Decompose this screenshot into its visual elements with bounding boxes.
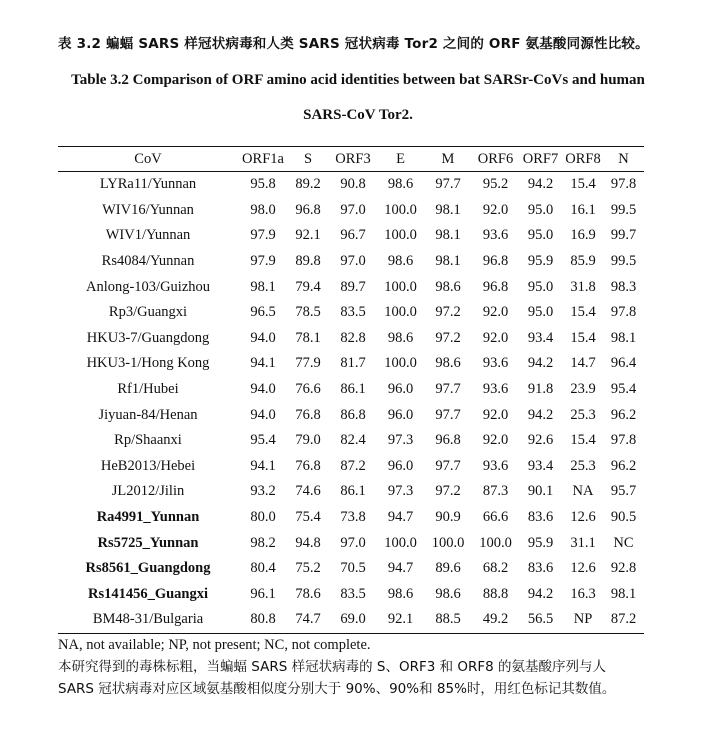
table-row [58,582,644,608]
identity-value-cell: 94.1 [250,355,276,372]
identity-value-cell: 98.0 [250,201,276,218]
identity-value-cell: 92.8 [610,560,637,577]
identity-value-cell: 97.7 [435,457,461,474]
identity-value-cell: 23.9 [570,381,596,398]
cov-name-cell: HKU3-1/Hong Kong [86,355,210,372]
identity-value-cell: 74.6 [295,483,321,500]
identity-value-cell: NA [572,483,594,500]
identity-value-cell: 95.0 [527,304,554,321]
identity-value-cell: 83.5 [340,585,366,602]
identity-value-cell: 91.8 [527,381,554,398]
identity-value-cell: 87.2 [340,457,366,474]
column-header: ORF3 [328,147,378,172]
identity-value-cell: 97.0 [340,201,366,218]
identity-value-cell: 90.5 [610,509,637,526]
identity-value-cell: 98.6 [435,355,461,372]
identity-value-cell: 96.1 [250,585,276,602]
identity-value-cell: 78.5 [295,304,321,321]
identity-value-cell: 98.2 [250,534,276,551]
cov-name-cell: Anlong-103/Guizhou [85,278,211,295]
identity-value-cell: 98.6 [387,329,414,346]
identity-value-cell: 98.1 [435,253,461,270]
identity-value-cell: 96.8 [482,278,509,295]
identity-value-cell: 98.1 [250,278,276,295]
identity-value-cell: 98.6 [387,176,414,193]
table-row [58,198,644,224]
identity-value-cell: 95.4 [250,432,276,449]
identity-value-cell: 75.2 [295,560,321,577]
cov-name-cell: Ra4991_Yunnan [96,509,200,526]
identity-value-cell: 94.2 [527,176,554,193]
identity-value-cell: 94.7 [387,560,414,577]
identity-value-cell: 98.1 [435,201,461,218]
identity-value-cell: 86.1 [340,381,366,398]
column-header: CoV [58,147,238,172]
identity-value-cell: 66.6 [482,509,509,526]
identity-value-cell: 95.0 [527,201,554,218]
identity-value-cell: 90.1 [527,483,554,500]
identity-value-cell: 92.0 [482,201,509,218]
identity-value-cell: 98.6 [435,585,461,602]
identity-value-cell: 93.6 [482,227,509,244]
identity-value-cell: 97.7 [435,176,461,193]
cov-name-cell: Rp3/Guangxi [108,304,188,321]
cov-name-cell: Rs8561_Guangdong [85,560,211,577]
identity-value-cell: 100.0 [384,534,417,551]
column-header: ORF6 [473,147,518,172]
identity-value-cell: 92.1 [295,227,321,244]
table-row [58,249,644,275]
identity-value-cell: 92.0 [482,406,509,423]
identity-value-cell: 93.6 [482,381,509,398]
identity-value-cell: 97.2 [435,483,461,500]
identity-value-cell: 94.2 [527,406,554,423]
identity-value-cell: 95.7 [610,483,637,500]
identity-value-cell: 16.3 [570,585,596,602]
table-row [58,454,644,480]
identity-value-cell: 82.8 [340,329,366,346]
identity-value-cell: 97.2 [435,304,461,321]
identity-value-cell: 97.3 [387,432,414,449]
identity-value-cell: 76.8 [295,457,321,474]
identity-value-cell: 100.0 [384,278,417,295]
identity-value-cell: 86.8 [340,406,366,423]
identity-value-cell: 100.0 [384,304,417,321]
identity-value-cell: 95.2 [482,176,509,193]
identity-value-cell: 75.4 [295,509,321,526]
identity-value-cell: 97.0 [340,534,366,551]
identity-value-cell: 12.6 [570,560,596,577]
cov-name-cell: LYRa11/Yunnan [99,176,197,193]
identity-value-cell: 97.8 [610,176,637,193]
identity-value-cell: NP [563,607,603,633]
table-row [58,172,644,198]
identity-value-cell: 76.8 [295,406,321,423]
identity-value-cell: 76.6 [295,381,321,398]
identity-value-cell: 15.4 [570,176,596,193]
identity-value-cell: 97.8 [610,304,637,321]
cov-name-cell: HeB2013/Hebei [100,457,196,474]
identity-value-cell: 15.4 [570,329,596,346]
table-row [58,556,644,582]
identity-value-cell: 80.8 [238,607,288,633]
column-header: ORF7 [518,147,563,172]
identity-value-cell: 68.2 [482,560,509,577]
cov-name-cell: BM48-31/Bulgaria [58,607,238,633]
identity-value-cell: 89.6 [435,560,461,577]
identity-value-cell: 99.5 [610,201,637,218]
identity-value-cell: 99.7 [610,227,637,244]
identity-value-cell: 93.4 [527,329,554,346]
table-row [58,428,644,454]
identity-value-cell: 80.4 [250,560,276,577]
identity-value-cell: 93.6 [482,355,509,372]
identity-value-cell: 97.2 [435,329,461,346]
column-header: S [288,147,328,172]
chinese-table-caption: 表 3.2 蝙蝠 SARS 样冠状病毒和人类 SARS 冠状病毒 Tor2 之间的 ORF 氨基酸同源性比较。 [58,36,649,52]
orf-identity-table [58,146,644,634]
identity-value-cell: 97.3 [387,483,414,500]
identity-value-cell: 92.0 [482,304,509,321]
table-row [58,274,644,300]
column-header: ORF1a [238,147,288,172]
table-row [58,223,644,249]
identity-value-cell: 95.9 [527,253,554,270]
cov-name-cell: Rs5725_Yunnan [97,534,199,551]
identity-value-cell: 95.0 [527,227,554,244]
table-row [58,402,644,428]
chinese-note-line2: SARS 冠状病毒对应区域氨基酸相似度分别大于 90%、90%和 85%时，用红色标记其数值。 [58,681,616,697]
cov-name-cell: Rs4084/Yunnan [101,253,195,270]
table-footnotes [58,634,658,700]
identity-value-cell: 86.1 [340,483,366,500]
identity-value-cell: 98.6 [387,253,414,270]
identity-value-cell: 96.7 [340,227,366,244]
identity-value-cell: 94.0 [250,406,276,423]
identity-value-cell: 95.8 [250,176,276,193]
table-row [58,351,644,377]
cov-name-cell: JL2012/Jilin [111,483,185,500]
identity-value-cell: 87.2 [603,607,644,633]
identity-value-cell: NC [613,534,634,551]
column-header: M [423,147,473,172]
identity-value-cell: 95.9 [527,534,554,551]
identity-value-cell: 94.7 [387,509,414,526]
identity-value-cell: 16.9 [570,227,596,244]
identity-value-cell: 96.4 [610,355,637,372]
identity-value-cell: 94.2 [527,585,554,602]
identity-value-cell: 97.9 [250,227,276,244]
identity-value-cell: 12.6 [570,509,596,526]
identity-value-cell: 98.6 [387,585,414,602]
identity-value-cell: 96.2 [610,457,637,474]
table-row [58,300,644,326]
identity-value-cell: 31.1 [570,534,596,551]
identity-value-cell: 81.7 [340,355,366,372]
english-table-caption-line1: Table 3.2 Comparison of ORF amino acid identities between bat SARSr-CoVs and human [71,72,645,88]
identity-value-cell: 98.1 [610,585,637,602]
identity-value-cell: 78.6 [295,585,321,602]
identity-value-cell: 96.8 [435,432,461,449]
identity-value-cell: 83.6 [527,560,554,577]
identity-value-cell: 70.5 [340,560,366,577]
identity-value-cell: 100.0 [384,227,417,244]
identity-value-cell: 79.4 [295,278,321,295]
identity-value-cell: 78.1 [295,329,321,346]
table-row [58,505,644,531]
cov-name-cell: Rp/Shaanxi [114,432,182,449]
identity-value-cell: 97.9 [250,253,276,270]
identity-value-cell: 98.3 [610,278,637,295]
identity-value-cell: 31.8 [570,278,596,295]
identity-value-cell: 16.1 [570,201,596,218]
identity-value-cell: 98.1 [435,227,461,244]
table-row [58,377,644,403]
identity-value-cell: 14.7 [570,355,596,372]
identity-value-cell: 100.0 [384,201,417,218]
identity-value-cell: 92.6 [527,432,554,449]
identity-value-cell: 95.0 [527,278,554,295]
english-table-caption-line2: SARS-CoV Tor2. [303,107,413,123]
identity-value-cell: 93.2 [250,483,276,500]
identity-value-cell: 96.8 [482,253,509,270]
identity-value-cell: 89.7 [340,278,366,295]
table-row [58,607,644,633]
identity-value-cell: 73.8 [340,509,366,526]
identity-value-cell: 100.0 [431,534,465,551]
table-body [58,172,644,634]
identity-value-cell: 83.5 [340,304,366,321]
identity-value-cell: 100.0 [479,534,512,551]
identity-value-cell: 96.2 [610,406,637,423]
cov-name-cell: WIV16/Yunnan [102,201,194,218]
identity-value-cell: 56.5 [518,607,563,633]
identity-value-cell: 94.8 [295,534,321,551]
cov-name-cell: Rf1/Hubei [117,381,179,398]
identity-value-cell: 99.5 [610,253,637,270]
identity-value-cell: 79.0 [295,432,321,449]
table-header-row [58,147,644,172]
identity-value-cell: 98.1 [610,329,637,346]
identity-value-cell: 95.4 [610,381,637,398]
identity-value-cell: 94.0 [250,329,276,346]
identity-value-cell: 80.0 [250,509,276,526]
table-row [58,326,644,352]
identity-value-cell: 88.5 [423,607,473,633]
cov-name-cell: WIV1/Yunnan [105,227,191,244]
table-row [58,530,644,556]
identity-value-cell: 89.8 [295,253,321,270]
identity-value-cell: 77.9 [295,355,321,372]
identity-value-cell: 97.7 [435,381,461,398]
identity-value-cell: 97.8 [610,432,637,449]
identity-value-cell: 92.1 [378,607,423,633]
identity-value-cell: 90.8 [340,176,366,193]
identity-value-cell: 92.0 [482,432,509,449]
identity-value-cell: 97.0 [340,253,366,270]
column-header: N [603,147,644,172]
identity-value-cell: 96.5 [250,304,276,321]
identity-value-cell: 96.8 [295,201,321,218]
identity-value-cell: 94.2 [527,355,554,372]
cov-name-cell: Jiyuan-84/Henan [98,406,198,423]
identity-value-cell: 15.4 [570,432,596,449]
identity-value-cell: 93.6 [482,457,509,474]
cov-name-cell: HKU3-7/Guangdong [86,329,210,346]
identity-value-cell: 96.0 [387,381,414,398]
identity-value-cell: 69.0 [328,607,378,633]
column-header: ORF8 [563,147,603,172]
identity-value-cell: 25.3 [570,457,596,474]
chinese-note-line1: 本研究得到的毒株标粗，当蝙蝠 SARS 样冠状病毒的 S、ORF3 和 ORF8 的氨基酸序列与人 [58,659,607,675]
identity-value-cell: 82.4 [340,432,366,449]
abbreviation-note: NA, not available; NP, not present; NC, not complete. [58,637,371,653]
table-row [58,479,644,505]
identity-value-cell: 98.6 [435,278,461,295]
column-header: E [378,147,423,172]
identity-value-cell: 97.7 [435,406,461,423]
identity-value-cell: 94.0 [250,381,276,398]
identity-value-cell: 83.6 [527,509,554,526]
identity-value-cell: 85.9 [570,253,596,270]
identity-value-cell: 49.2 [473,607,518,633]
identity-value-cell: 94.1 [250,457,276,474]
identity-value-cell: 92.0 [482,329,509,346]
identity-value-cell: 74.7 [288,607,328,633]
identity-value-cell: 100.0 [384,355,417,372]
identity-value-cell: 25.3 [570,406,596,423]
identity-value-cell: 96.0 [387,406,414,423]
identity-value-cell: 93.4 [527,457,554,474]
identity-value-cell: 96.0 [387,457,414,474]
identity-value-cell: 90.9 [435,509,461,526]
identity-value-cell: 15.4 [570,304,596,321]
cov-name-cell: Rs141456_Guangxi [87,585,209,602]
identity-value-cell: 89.2 [295,176,321,193]
identity-value-cell: 88.8 [482,585,509,602]
identity-value-cell: 87.3 [482,483,509,500]
